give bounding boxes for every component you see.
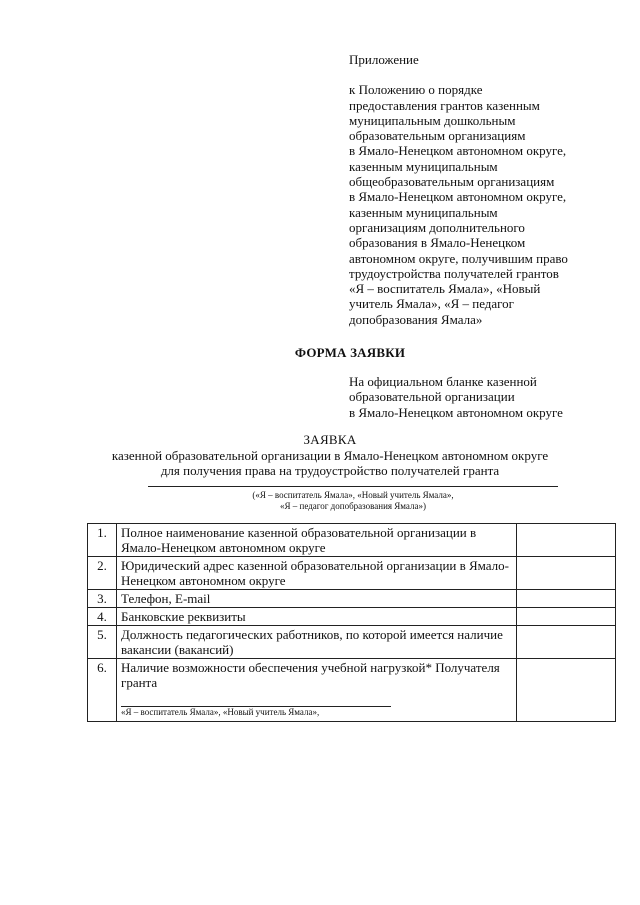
appendix-line: организациям дополнительного <box>349 219 525 235</box>
appendix-line: образовательным организациям <box>349 128 526 144</box>
appendix-line: «Я – воспитатель Ямала», «Новый <box>349 281 541 297</box>
table-row <box>88 626 616 659</box>
application-subtitle-line: для получения права на трудоустройство получателей гранта <box>160 463 500 478</box>
row-value-cell[interactable] <box>517 524 616 557</box>
row-label: Юридический адрес казенной образовательной организации в Ямало-Ненецком автономном округе <box>117 557 517 590</box>
appendix-block <box>349 52 619 327</box>
row-value-cell[interactable] <box>517 590 616 608</box>
appendix-line: муниципальным дошкольным <box>349 112 516 128</box>
table-row <box>88 590 616 608</box>
appendix-line: трудоустройства получателей грантов <box>349 265 559 281</box>
appendix-line: в Ямало-Ненецком автономном округе, <box>349 189 567 205</box>
fill-in-hint-line: «Я – педагог допобразования Ямала») <box>280 501 426 511</box>
table-row <box>88 608 616 626</box>
row-number: 4. <box>88 608 117 626</box>
form-title: ФОРМА ЗАЯВКИ <box>294 345 406 360</box>
row-label: Должность педагогических работников, по которой имеется наличие вакансии (вакансий) <box>117 626 517 659</box>
fill-in-hint <box>148 490 558 512</box>
row-label: Полное наименование казенной образовательной организации в Ямало-Ненецком автономном округе <box>117 524 517 557</box>
row-value-cell[interactable] <box>517 626 616 659</box>
application-title: ЗАЯВКА <box>303 432 357 447</box>
row-number: 6. <box>88 659 117 722</box>
row-number: 2. <box>88 557 117 590</box>
application-heading <box>30 432 630 479</box>
letterhead-note-line: в Ямало-Ненецком автономном округе <box>349 404 563 420</box>
table-row <box>88 557 616 590</box>
letterhead-note-line: На официальном бланке казенной <box>349 374 537 389</box>
row-number: 3. <box>88 590 117 608</box>
fill-in-hint-line: («Я – воспитатель Ямала», «Новый учитель Ямала», <box>252 490 454 500</box>
appendix-heading: Приложение <box>349 52 419 67</box>
appendix-line: казенным муниципальным <box>349 204 498 220</box>
application-table <box>87 523 616 722</box>
letterhead-note-line: образовательной организации <box>349 389 515 405</box>
row-value-cell[interactable] <box>517 608 616 626</box>
row-label-cell <box>117 659 517 722</box>
letterhead-note <box>349 374 619 420</box>
appendix-line: учитель Ямала», «Я – педагог <box>349 296 515 312</box>
table-row <box>88 524 616 557</box>
appendix-line: общеобразовательным организациям <box>349 174 555 190</box>
appendix-line: казенным муниципальным <box>349 158 498 174</box>
row-fill-hint: «Я – воспитатель Ямала», «Новый учитель Ямала», <box>121 707 320 717</box>
appendix-line: к Положению о порядке <box>349 82 483 98</box>
appendix-line: образования в Ямало-Ненецком <box>349 235 526 251</box>
appendix-line: в Ямало-Ненецком автономном округе, <box>349 143 567 159</box>
row-value-cell[interactable] <box>517 659 616 722</box>
appendix-line: автономном округе, получившим право <box>349 250 568 266</box>
application-subtitle-line: казенной образовательной организации в Ямало-Ненецком автономном округе <box>111 447 549 463</box>
table-row <box>88 659 616 722</box>
row-number: 1. <box>88 524 117 557</box>
appendix-line: допобразования Ямала» <box>349 311 483 327</box>
row-label: Банковские реквизиты <box>117 608 517 626</box>
row-number: 5. <box>88 626 117 659</box>
appendix-line: предоставления грантов казенным <box>349 97 540 113</box>
row-label: Телефон, E-mail <box>117 590 517 608</box>
appendix-text <box>349 82 619 327</box>
fill-in-line <box>148 486 558 487</box>
row-label: Наличие возможности обеспечения учебной нагрузкой* Получателя гранта <box>121 660 500 690</box>
row-value-cell[interactable] <box>517 557 616 590</box>
